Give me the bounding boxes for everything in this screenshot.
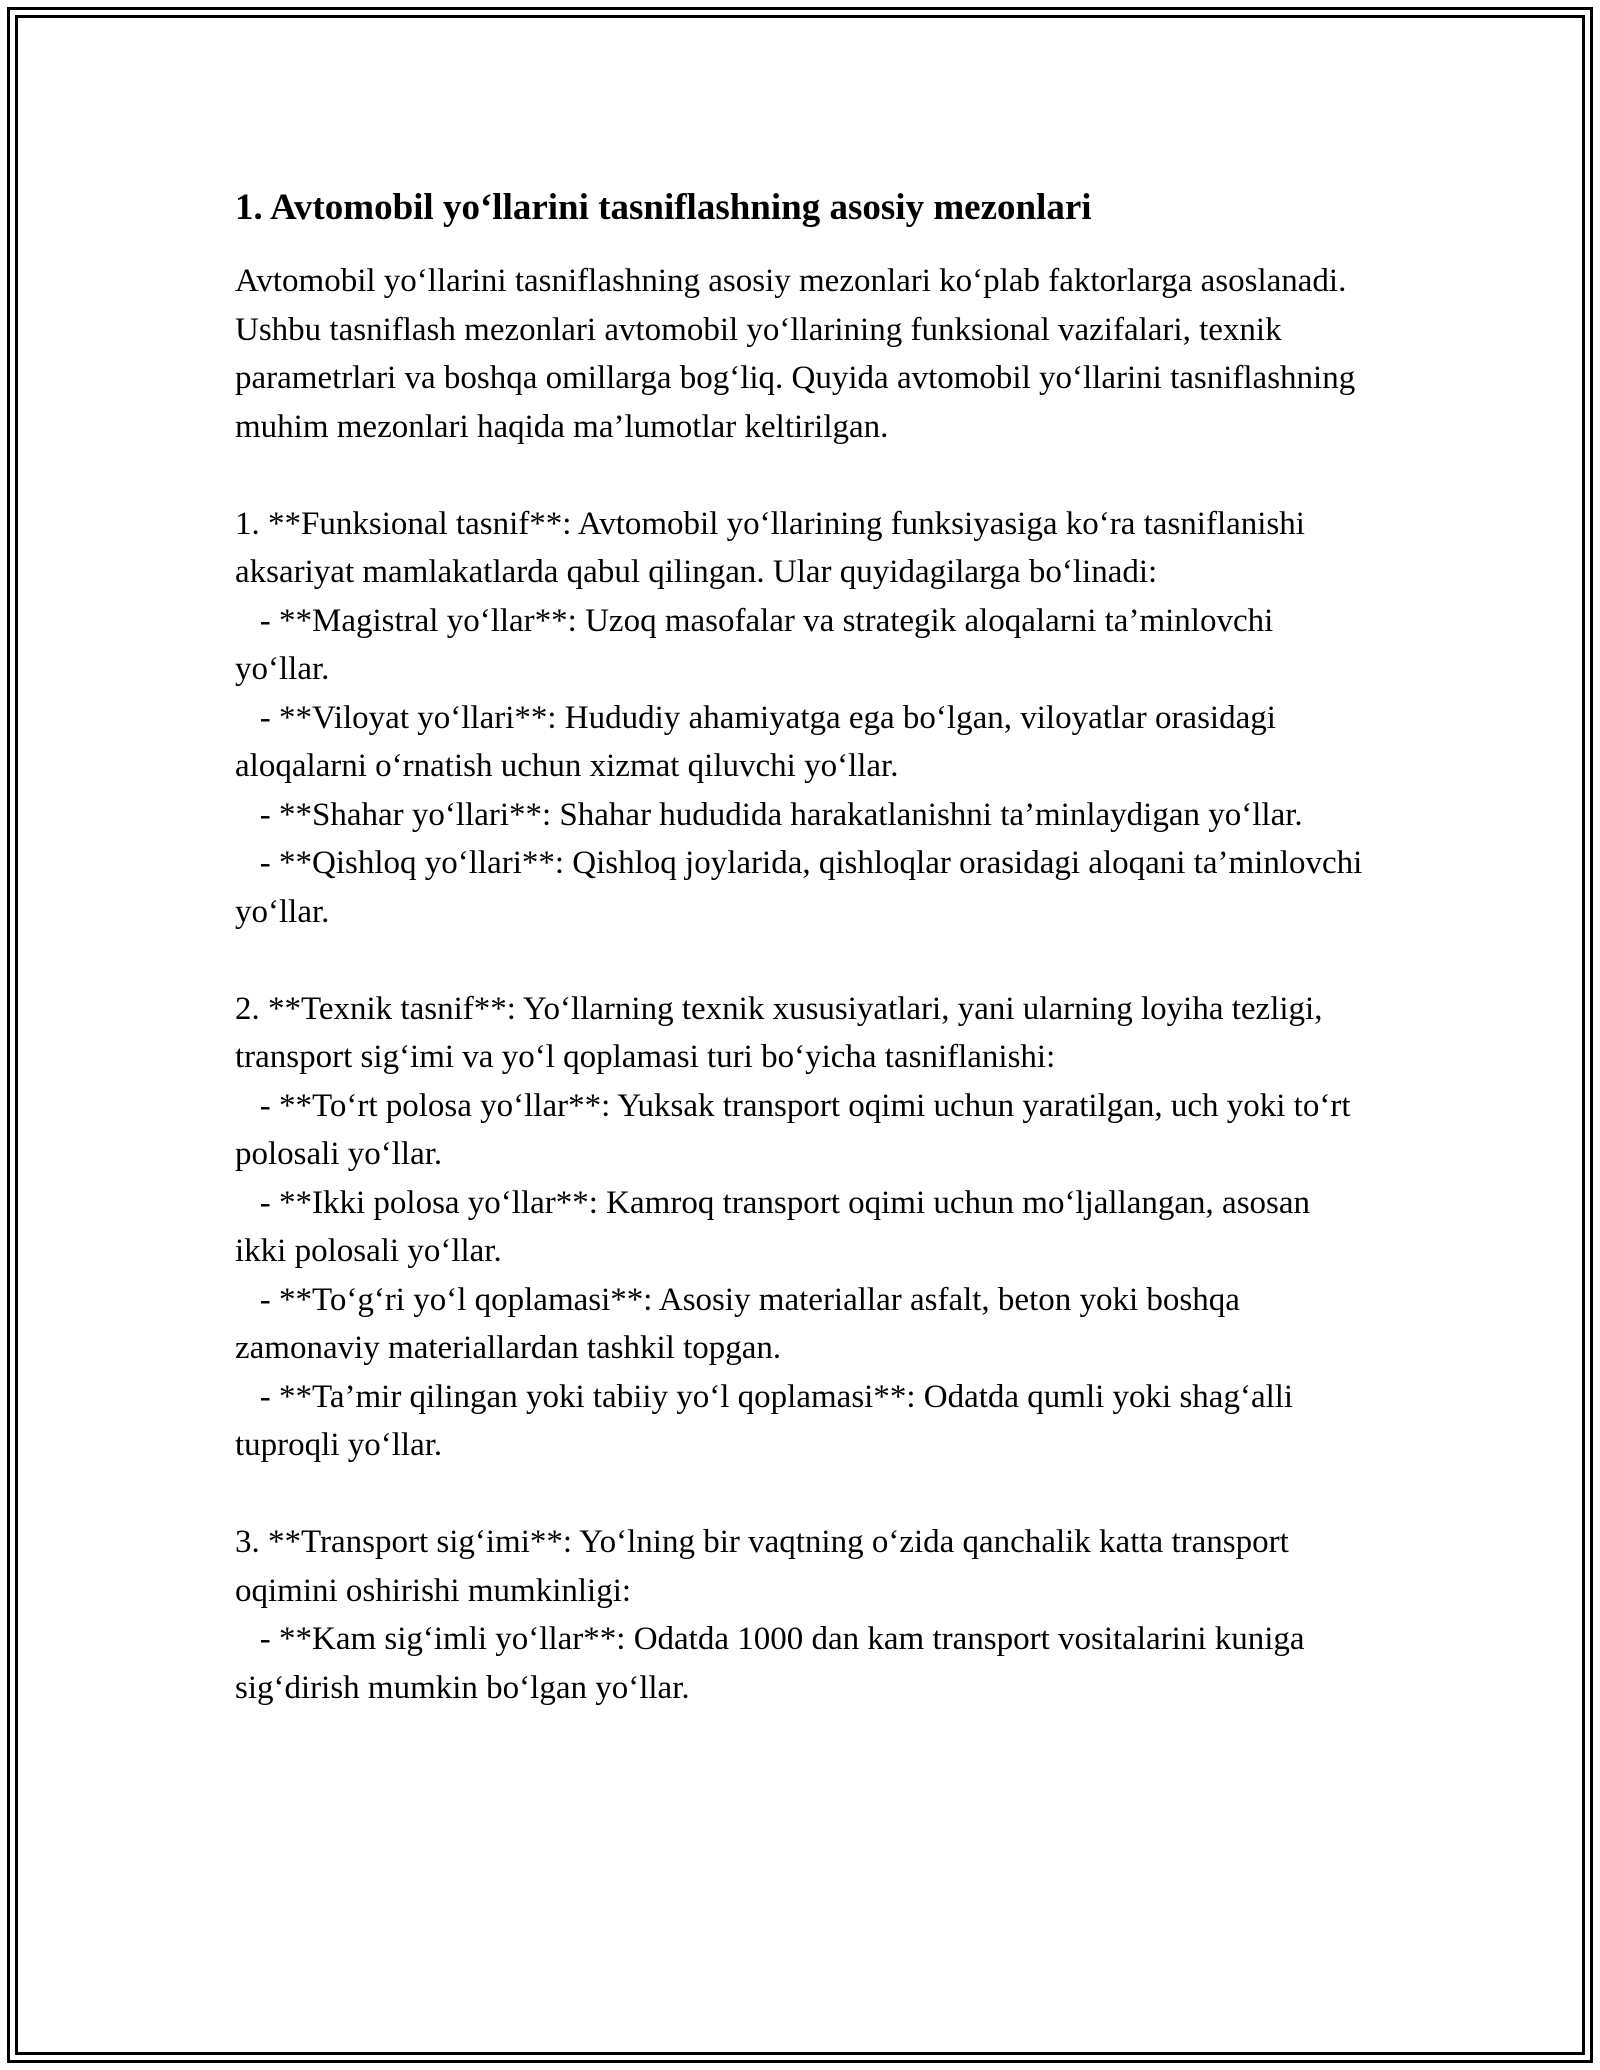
list-item: - **Qishloq yo‘llari**: Qishloq joylarida, qishloqlar orasidagi aloqani ta’minlovchi yo‘llar. [235,845,1371,930]
list-item: - **Ta’mir qilingan yoki tabiiy yo‘l qoplamasi**: Odatda qumli yoki shag‘alli tuproqli yo‘llar. [235,1378,1302,1463]
section-lead: 1. **Funksional tasnif**: Avtomobil yo‘llarining funksiyasiga ko‘ra tasniflanishi aksariyat mamlakatlarda qabul qilingan. Ular quyidagilarga bo‘linadi: [235,505,1305,590]
intro-paragraph: Avtomobil yo‘llarini tasniflashning asosiy mezonlari ko‘plab faktorlarga asoslanadi. Ushbu tasniflash mezonlari avtomobil yo‘llarining funksional vazifalari, texnik parametrlari va boshqa omillarga bog‘liq. Quyida avtomobil yo‘llarini tasniflashning muhim mezonlari haqida ma’lumotlar keltirilgan. [235,263,1356,445]
list-item: - **Ikki polosa yo‘llar**: Kamroq transport oqimi uchun mo‘ljallangan, asosan ikki polosali yo‘llar. [235,1184,1319,1269]
section-technical-classification [235,985,1365,1470]
section-heading: 1. Avtomobil yo‘llarini tasniflashning asosiy mezonlari [235,187,1092,228]
section-transport-capacity [235,1518,1365,1712]
list-item: - **Kam sig‘imli yo‘llar**: Odatda 1000 dan kam transport vositalarini kuniga sig‘dirish mumkin bo‘lgan yo‘llar. [235,1621,1313,1706]
list-item: - **To‘g‘ri yo‘l qoplamasi**: Asosiy materiallar asfalt, beton yoki boshqa zamonaviy materiallardan tashkil topgan. [235,1281,1249,1366]
section-lead: 2. **Texnik tasnif**: Yo‘llarning texnik xususiyatlari, yani ularning loyiha tezligi, transport sig‘imi va yo‘l qoplamasi turi bo‘yicha tasniflanishi: [235,990,1323,1075]
list-item: - **To‘rt polosa yo‘llar**: Yuksak transport oqimi uchun yaratilgan, uch yoki to‘rt polosali yo‘llar. [235,1087,1359,1172]
list-item: - **Viloyat yo‘llari**: Hududiy ahamiyatga ega bo‘lgan, viloyatlar orasidagi aloqalarni o‘rnatish uchun xizmat qiluvchi yo‘llar. [235,699,1285,784]
list-item: - **Magistral yo‘llar**: Uzoq masofalar va strategik aloqalarni ta’minlovchi yo‘llar. [235,602,1282,687]
section-functional-classification [235,500,1371,937]
section-lead: 3. **Transport sig‘imi**: Yo‘lning bir vaqtning o‘zida qanchalik katta transport oqimini oshirishi mumkinligi: [235,1524,1289,1609]
document-body [235,185,1371,1712]
list-item: - **Shahar yo‘llari**: Shahar hududida harakatlanishni ta’minlaydigan yo‘llar. [235,796,1303,833]
